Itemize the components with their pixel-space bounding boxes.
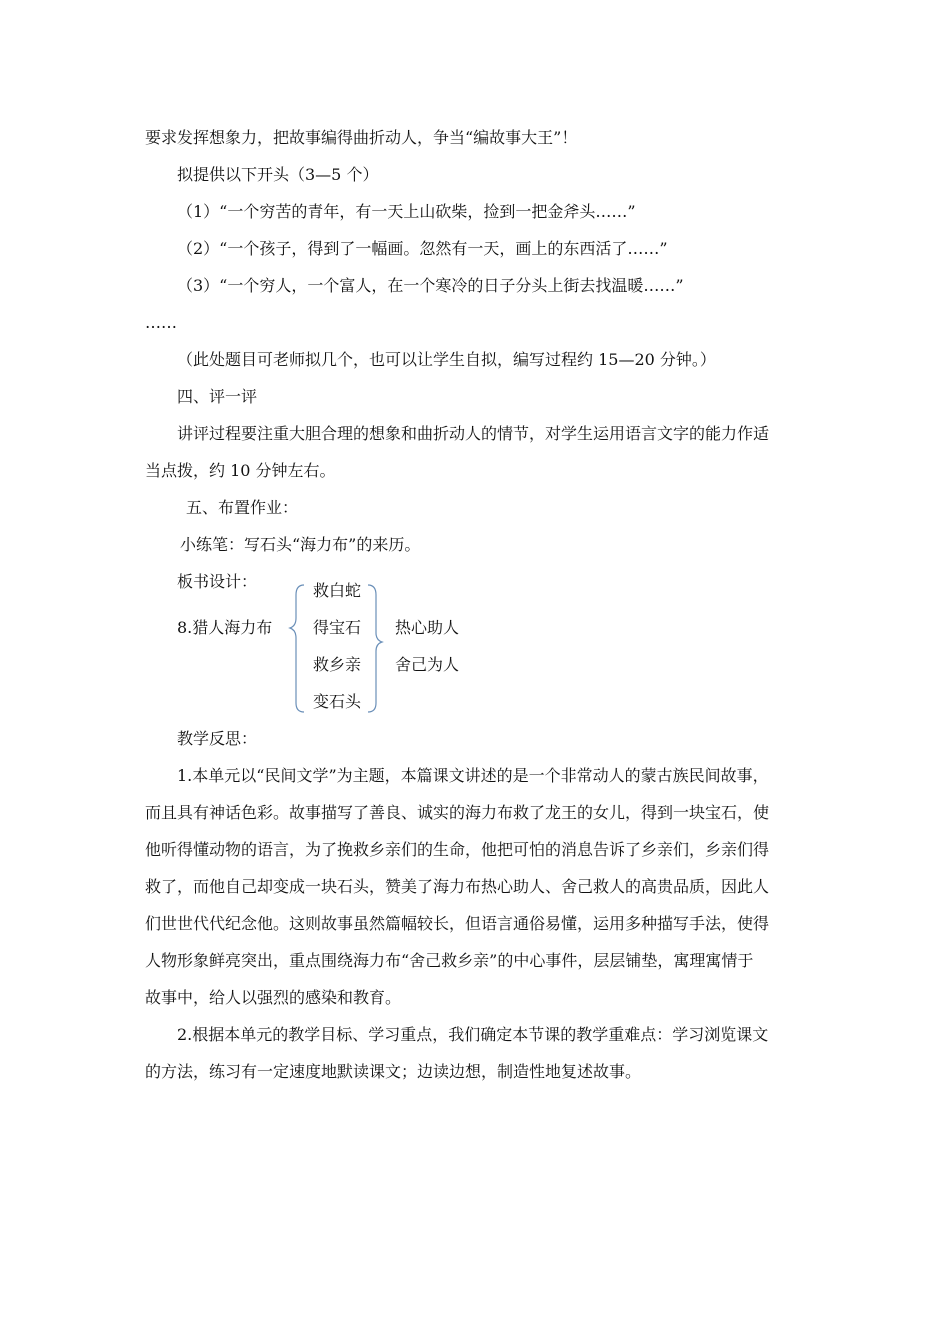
board-event: 变石头	[313, 692, 362, 711]
board-event: 救乡亲	[313, 655, 362, 674]
board-quality: 舍己为人	[395, 655, 460, 674]
board-event: 救白蛇	[313, 581, 362, 600]
board-quality: 热心助人	[395, 618, 460, 637]
ellipsis: ……	[145, 313, 177, 332]
reflection-line: 2.根据本单元的教学目标、学习重点，我们确定本节课的教学重难点：学习浏览课文	[177, 1025, 769, 1044]
opening-1: （1）“一个穷苦的青年，有一天上山砍柴，捡到一把金斧头……”	[177, 202, 636, 221]
left-brace	[290, 585, 304, 712]
reflection-line: 他听得懂动物的语言，为了挽救乡亲们的生命，他把可怕的消息告诉了乡亲们，乡亲们得	[145, 840, 770, 859]
reflection-line: 们世世代代纪念他。这则故事虽然篇幅较长，但语言通俗易懂，运用多种描写手法，使得	[145, 914, 770, 933]
intro-line: 要求发挥想象力，把故事编得曲折动人，争当“编故事大王”！	[145, 128, 578, 147]
paragraph-line: 当点拨，约 10 分钟左右。	[145, 461, 336, 480]
reflection-line: 救了，而他自己却变成一块石头，赞美了海力布热心助人、舍己救人的高贵品质，因此人	[145, 877, 770, 896]
reflection-line: 故事中，给人以强烈的感染和教育。	[145, 988, 402, 1007]
homework-task: 小练笔：写石头“海力布”的来历。	[180, 535, 421, 554]
reflection-line: 1.本单元以“民间文学”为主题，本篇课文讲述的是一个非常动人的蒙古族民间故事，	[177, 766, 769, 785]
paragraph-line: 讲评过程要注重大胆合理的想象和曲折动人的情节，对学生运用语言文字的能力作适	[177, 424, 770, 443]
reflection-line: 的方法，练习有一定速度地默读课文；边读边想，制造性地复述故事。	[145, 1062, 642, 1081]
board-title: 8.猎人海力布	[177, 618, 273, 637]
reflection-heading: 教学反思：	[177, 729, 258, 748]
right-brace	[368, 585, 382, 712]
section-heading: 四、评一评	[177, 387, 258, 406]
reflection-line: 人物形象鲜亮突出，重点围绕海力布“舍己救乡亲”的中心事件，层层铺垫，寓理寓情于	[145, 951, 754, 970]
reflection-line: 而且具有神话色彩。故事描写了善良、诚实的海力布救了龙王的女儿，得到一块宝石，使	[145, 803, 770, 822]
opening-3: （3）“一个穷人，一个富人，在一个寒冷的日子分头上街去找温暖……”	[177, 276, 684, 295]
intro-line: 拟提供以下开头（3—5 个）	[177, 165, 379, 184]
board-heading: 板书设计：	[177, 572, 258, 591]
section-heading: 五、布置作业：	[186, 498, 299, 517]
note: （此处题目可老师拟几个，也可以让学生自拟，编写过程约 15—20 分钟。）	[177, 350, 716, 369]
opening-2: （2）“一个孩子，得到了一幅画。忽然有一天，画上的东西活了……”	[177, 239, 668, 258]
board-event: 得宝石	[313, 618, 362, 637]
